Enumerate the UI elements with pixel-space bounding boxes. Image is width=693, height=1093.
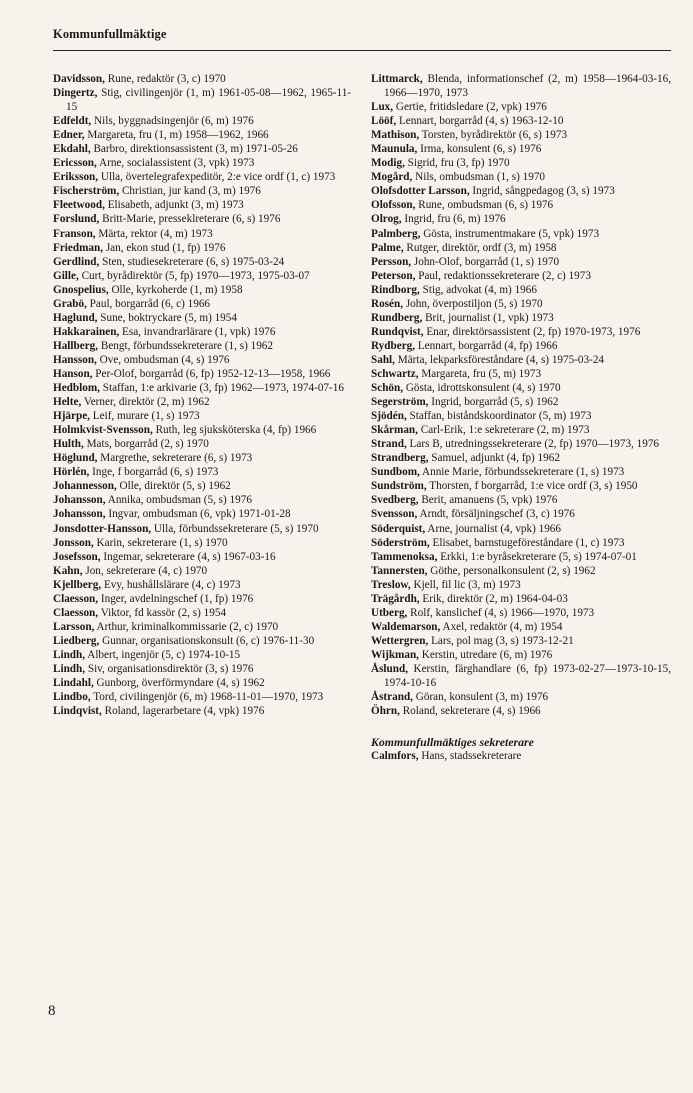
- entry-details: Stig, advokat (4, m) 1966: [422, 283, 537, 296]
- entry-details: Roland, sekreterare (4, s) 1966: [402, 705, 541, 718]
- entry-details: Inger, avdelningschef (1, fp) 1976: [100, 592, 254, 605]
- list-item: [371, 648, 671, 662]
- entry-details: Ingrid, sångpedagog (3, s) 1973: [472, 185, 615, 198]
- entry-name: Hanson,: [53, 367, 93, 380]
- entry-name: Svensson,: [371, 508, 418, 521]
- entry-details: Albert, ingenjör (5, c) 1974-10-15: [87, 648, 241, 661]
- entry-details: Jon, sekreterare (4, c) 1970: [85, 564, 208, 577]
- list-item: [371, 662, 671, 690]
- entry-details: Gösta, idrottskonsulent (4, s) 1970: [405, 382, 561, 395]
- entry-details: Paul, borgarråd (6, c) 1966: [89, 297, 211, 310]
- list-item: [371, 156, 671, 170]
- entry-details: Viktor, fd kassör (2, s) 1954: [100, 606, 227, 619]
- entry-details: Paul, redaktionssekreterare (2, c) 1973: [418, 269, 591, 282]
- entry-name: Treslow,: [371, 578, 411, 591]
- entry-details: Berit, amanuens (5, vpk) 1976: [421, 494, 558, 507]
- entry-name: Lindh,: [53, 648, 86, 661]
- entry-name: Åslund,: [371, 662, 409, 675]
- entry-details: Olle, kyrkoherde (1, m) 1958: [111, 283, 243, 296]
- entry-name: Palme,: [371, 241, 404, 254]
- entry-name: Littmarck,: [371, 73, 423, 85]
- list-item: [53, 198, 351, 212]
- entry-details: Sigrid, fru (3, fp) 1970: [407, 157, 510, 170]
- entry-name: Waldemarson,: [371, 620, 441, 633]
- list-item: [371, 353, 671, 367]
- list-item: [371, 381, 671, 395]
- entry-name: Hörlén,: [53, 466, 90, 479]
- list-item: [53, 381, 351, 395]
- entry-details: Torsten, byrådirektör (6, s) 1973: [421, 129, 568, 142]
- entry-name: Mathison,: [371, 129, 420, 142]
- entry-details: Annika, ombudsman (5, s) 1976: [107, 494, 252, 507]
- entry-details: Märta, lekparksföreståndare (4, s) 1975-03-24: [397, 353, 605, 366]
- entry-name: Hakkarainen,: [53, 325, 120, 338]
- entry-details: Rutger, direktör, ordf (3, m) 1958: [406, 241, 557, 254]
- right-column-entries: [371, 72, 671, 718]
- entry-details: Staffan, 1:e arkivarie (3, fp) 1962—1973, 1974-07-16: [102, 382, 344, 395]
- entry-details: Nils, ombudsman (1, s) 1970: [415, 171, 546, 184]
- entry-details: Rolf, kanslichef (4, s) 1966—1970, 1973: [410, 606, 595, 619]
- entry-name: Olofsdotter Larsson,: [371, 185, 470, 198]
- entry-details: Ulla, övertelegrafexpeditör, 2:e vice ordf (1, c) 1973: [100, 171, 336, 184]
- entry-name: Strand,: [371, 438, 407, 451]
- entry-name: Rundberg,: [371, 311, 423, 324]
- entry-details: Verner, direktör (2, m) 1962: [83, 396, 210, 409]
- list-item: [53, 648, 351, 662]
- entry-details: Kerstin, färghandlare (6, fp) 1973-02-27—1973-10-15, 1974-10-16: [384, 662, 671, 690]
- list-item: [371, 367, 671, 381]
- entry-details: Sten, studiesekreterare (6, s) 1975-03-24: [102, 255, 285, 268]
- entry-name: Liedberg,: [53, 634, 100, 647]
- list-item: [53, 536, 351, 550]
- list-item: [371, 255, 671, 269]
- entry-name: Maunula,: [371, 143, 418, 156]
- entry-name: Ekdahl,: [53, 143, 91, 156]
- entry-name: Ericsson,: [53, 157, 97, 170]
- list-item: [371, 704, 671, 718]
- entry-details: Kerstin, utredare (6, m) 1976: [421, 648, 553, 661]
- list-item: [53, 690, 351, 704]
- entry-details: Arne, socialassistent (3, vpk) 1973: [99, 157, 255, 170]
- entry-name: Schön,: [371, 382, 404, 395]
- list-item: [371, 184, 671, 198]
- entry-name: Rosén,: [371, 297, 404, 310]
- secretaries-section-title: Kommunfullmäktiges sekreterare: [371, 735, 534, 750]
- entry-name: Holmkvist-Svensson,: [53, 424, 153, 437]
- list-item: [53, 578, 351, 592]
- entry-details: Lars, pol mag (3, s) 1973-12-21: [431, 634, 574, 647]
- list-item: [53, 620, 351, 634]
- list-item: [53, 662, 351, 676]
- list-item: [53, 409, 351, 423]
- list-item: [371, 100, 671, 114]
- entry-details: Olle, direktör (5, s) 1962: [119, 480, 231, 493]
- entry-details: Stig, civilingenjör (1, m) 1961-05-08—1962, 1965-11-15: [66, 87, 352, 114]
- entry-details: Lennart, borgarråd (4, fp) 1966: [417, 339, 558, 352]
- list-item: [371, 311, 671, 325]
- list-item: [53, 212, 351, 226]
- entry-name: Dingertz,: [53, 87, 98, 100]
- list-item: [371, 409, 671, 423]
- entry-details: Gunborg, överförmyndare (4, s) 1962: [96, 677, 265, 690]
- list-item: [371, 297, 671, 311]
- entry-name: Wettergren,: [371, 634, 429, 647]
- entry-name: Hedblom,: [53, 382, 100, 395]
- entry-name: Franson,: [53, 227, 96, 240]
- entry-details: Enar, direktörsassistent (2, fp) 1970-1973, 1976: [426, 325, 641, 338]
- list-item: [371, 749, 671, 763]
- entry-details: Leif, murare (1, s) 1973: [92, 410, 200, 423]
- entry-details: Ingrid, fru (6, m) 1976: [404, 213, 506, 226]
- entry-details: Per-Olof, borgarråd (6, fp) 1952-12-13—1958, 1966: [95, 367, 331, 380]
- list-item: [371, 395, 671, 409]
- entry-name: Hansson,: [53, 353, 97, 366]
- list-item: [53, 634, 351, 648]
- list-item: [371, 114, 671, 128]
- list-item: [53, 72, 351, 86]
- list-item: [53, 550, 351, 564]
- list-item: [53, 423, 351, 437]
- header-rule: [53, 50, 671, 51]
- entry-name: Sahl,: [371, 353, 395, 366]
- entry-details: Jan, ekon stud (1, fp) 1976: [105, 241, 226, 254]
- entry-details: Brit, journalist (1, vpk) 1973: [425, 311, 554, 324]
- entry-name: Gille,: [53, 269, 79, 282]
- entry-details: Mats, borgarråd (2, s) 1970: [86, 438, 209, 451]
- list-item: [53, 297, 351, 311]
- entry-name: Hallberg,: [53, 339, 99, 352]
- list-item: [371, 198, 671, 212]
- entry-name: Kahn,: [53, 564, 83, 577]
- entry-details: Ingrid, borgarråd (5, s) 1962: [431, 396, 559, 409]
- list-item: [53, 367, 351, 381]
- entry-details: Hans, stadssekreterare: [421, 750, 522, 763]
- entry-details: Staffan, biståndskoordinator (5, m) 1973: [409, 410, 592, 423]
- entry-name: Tannersten,: [371, 564, 428, 577]
- entry-details: Nils, byggnadsingenjör (6, m) 1976: [94, 115, 254, 128]
- list-item: [53, 156, 351, 170]
- list-item: [53, 465, 351, 479]
- entry-name: Modig,: [371, 157, 405, 170]
- entry-name: Rydberg,: [371, 339, 416, 352]
- list-item: [371, 423, 671, 437]
- entry-details: Esa, invandrarlärare (1, vpk) 1976: [122, 325, 276, 338]
- list-item: [371, 241, 671, 255]
- secretaries-entries: [371, 749, 671, 763]
- entry-details: Tord, civilingenjör (6, m) 1968-11-01—1970, 1973: [93, 691, 324, 704]
- entry-name: Åstrand,: [371, 691, 413, 704]
- entry-name: Friedman,: [53, 241, 104, 254]
- entry-name: Sundbom,: [371, 466, 420, 479]
- list-item: [53, 507, 351, 521]
- entry-name: Mogård,: [371, 171, 413, 184]
- list-item: [371, 606, 671, 620]
- list-item: [371, 493, 671, 507]
- left-column: [53, 72, 351, 718]
- list-item: [53, 437, 351, 451]
- list-item: [371, 592, 671, 606]
- entry-name: Lindbo,: [53, 691, 91, 704]
- list-item: [371, 128, 671, 142]
- entry-name: Lööf,: [371, 115, 397, 128]
- list-item: [53, 128, 351, 142]
- list-item: [53, 86, 351, 114]
- list-item: [53, 142, 351, 156]
- entry-details: Samuel, adjunkt (4, fp) 1962: [431, 452, 560, 465]
- list-item: [53, 479, 351, 493]
- entry-details: Margareta, fru (1, m) 1958—1962, 1966: [87, 129, 269, 142]
- entry-name: Davidsson,: [53, 73, 105, 85]
- list-item: [371, 522, 671, 536]
- entry-details: Göthe, personalkonsulent (2, s) 1962: [430, 564, 596, 577]
- entry-name: Johansson,: [53, 494, 106, 507]
- entry-details: John-Olof, borgarråd (1, s) 1970: [413, 255, 560, 268]
- list-item: [53, 704, 351, 718]
- entry-details: Curt, byrådirektör (5, fp) 1970—1973, 1975-03-07: [81, 269, 310, 282]
- entry-details: Arthur, kriminalkommissarie (2, c) 1970: [96, 620, 279, 633]
- running-header: Kommunfullmäktige: [53, 27, 167, 41]
- list-item: [371, 620, 671, 634]
- list-item: [53, 227, 351, 241]
- entry-details: Irma, konsulent (6, s) 1976: [420, 143, 542, 156]
- list-item: [371, 550, 671, 564]
- entry-details: Gunnar, organisationskonsult (6, c) 1976-11-30: [102, 634, 315, 647]
- list-item: [53, 592, 351, 606]
- entry-details: Roland, lagerarbetare (4, vpk) 1976: [104, 705, 265, 718]
- list-item: [371, 479, 671, 493]
- entry-details: Ulla, förbundssekreterare (5, s) 1970: [153, 522, 319, 535]
- entry-name: Skårman,: [371, 424, 418, 437]
- entry-name: Strandberg,: [371, 452, 429, 465]
- entry-name: Eriksson,: [53, 171, 99, 184]
- entry-details: Märta, rektor (4, m) 1973: [98, 227, 213, 240]
- entry-details: Barbro, direktionsassistent (3, m) 1971-05-26: [93, 143, 298, 156]
- list-item: [371, 634, 671, 648]
- list-item: [53, 339, 351, 353]
- list-item: [53, 564, 351, 578]
- list-item: [371, 690, 671, 704]
- list-item: [371, 465, 671, 479]
- list-item: [371, 72, 671, 100]
- list-item: [53, 325, 351, 339]
- list-item: [371, 451, 671, 465]
- entry-name: Fleetwood,: [53, 199, 105, 212]
- entry-name: Söderquist,: [371, 522, 426, 535]
- entry-details: Gösta, instrumentmakare (5, vpk) 1973: [423, 227, 600, 240]
- entry-details: Christian, jur kand (3, m) 1976: [121, 185, 261, 198]
- entry-name: Wijkman,: [371, 648, 419, 661]
- list-item: [371, 339, 671, 353]
- list-item: [53, 241, 351, 255]
- list-item: [53, 311, 351, 325]
- list-item: [53, 522, 351, 536]
- entry-name: Johansson,: [53, 508, 106, 521]
- list-item: [371, 283, 671, 297]
- entry-details: Arndt, försäljningschef (3, c) 1976: [419, 508, 575, 521]
- entry-details: Rune, ombudsman (6, s) 1976: [418, 199, 554, 212]
- list-item: [53, 114, 351, 128]
- entry-name: Höglund,: [53, 452, 98, 465]
- entry-name: Lindh,: [53, 662, 86, 675]
- entry-name: Calmfors,: [371, 750, 419, 763]
- list-item: [53, 353, 351, 367]
- list-item: [371, 507, 671, 521]
- entry-name: Söderström,: [371, 536, 430, 549]
- list-item: [53, 170, 351, 184]
- entry-name: Forslund,: [53, 213, 100, 226]
- entry-details: Kjell, fil lic (3, m) 1973: [413, 578, 521, 591]
- entry-details: Göran, konsulent (3, m) 1976: [415, 691, 549, 704]
- list-item: [53, 606, 351, 620]
- entry-name: Rundqvist,: [371, 325, 424, 338]
- entry-name: Lindqvist,: [53, 705, 102, 718]
- entry-details: Siv, organisationsdirektör (3, s) 1976: [87, 662, 254, 675]
- entry-details: Erik, direktör (2, m) 1964-04-03: [422, 592, 568, 605]
- entry-details: Karin, sekreterare (1, s) 1970: [96, 536, 228, 549]
- entry-name: Utberg,: [371, 606, 408, 619]
- list-item: [371, 578, 671, 592]
- entry-name: Palmberg,: [371, 227, 421, 240]
- list-item: [53, 283, 351, 297]
- right-column: [371, 72, 671, 763]
- list-item: [371, 170, 671, 184]
- page-number: 8: [48, 1003, 56, 1019]
- entry-details: Inge, f borgarråd (6, s) 1973: [92, 466, 219, 479]
- entry-name: Haglund,: [53, 311, 98, 324]
- list-item: [371, 227, 671, 241]
- entry-name: Helte,: [53, 396, 82, 409]
- entry-details: Ove, ombudsman (4, s) 1976: [99, 353, 230, 366]
- entry-name: Schwartz,: [371, 367, 419, 380]
- entry-name: Hulth,: [53, 438, 84, 451]
- entry-name: Persson,: [371, 255, 412, 268]
- entry-details: Carl-Erik, 1:e sekreterare (2, m) 1973: [420, 424, 590, 437]
- entry-name: Svedberg,: [371, 494, 419, 507]
- entry-name: Olrog,: [371, 213, 402, 226]
- list-item: [371, 212, 671, 226]
- entry-name: Claesson,: [53, 606, 99, 619]
- entry-name: Peterson,: [371, 269, 416, 282]
- entry-name: Edfeldt,: [53, 115, 92, 128]
- entry-name: Jonsdotter-Hansson,: [53, 522, 152, 535]
- entry-details: Evy, hushållslärare (4, c) 1973: [103, 578, 241, 591]
- list-item: [371, 269, 671, 283]
- entry-name: Sundström,: [371, 480, 427, 493]
- entry-details: Margrethe, sekreterare (6, s) 1973: [100, 452, 253, 465]
- entry-name: Hjärpe,: [53, 410, 90, 423]
- entry-details: Rune, redaktör (3, c) 1970: [107, 73, 226, 85]
- list-item: [371, 437, 671, 451]
- entry-name: Claesson,: [53, 592, 99, 605]
- entry-name: Fischerström,: [53, 185, 120, 198]
- entry-name: Gnospelius,: [53, 283, 109, 296]
- entry-details: Elisabet, barnstugeföreståndare (1, c) 1973: [432, 536, 625, 549]
- entry-name: Lux,: [371, 101, 394, 114]
- entry-name: Rindborg,: [371, 283, 420, 296]
- entry-name: Kjellberg,: [53, 578, 102, 591]
- entry-name: Sjödén,: [371, 410, 407, 423]
- entry-details: Thorsten, f borgarråd, 1:e vice ordf (3, s) 1950: [429, 480, 638, 493]
- list-item: [53, 269, 351, 283]
- entry-details: Elisabeth, adjunkt (3, m) 1973: [107, 199, 244, 212]
- entry-details: Arne, journalist (4, vpk) 1966: [427, 522, 561, 535]
- list-item: [371, 564, 671, 578]
- entry-name: Lindahl,: [53, 677, 94, 690]
- entry-details: Ingemar, sekreterare (4, s) 1967-03-16: [103, 550, 276, 563]
- entry-name: Grabö,: [53, 297, 87, 310]
- entry-name: Larsson,: [53, 620, 95, 633]
- entry-details: Bengt, förbundssekreterare (1, s) 1962: [100, 339, 273, 352]
- entry-name: Josefsson,: [53, 550, 101, 563]
- entry-name: Johannesson,: [53, 480, 117, 493]
- entry-name: Segerström,: [371, 396, 429, 409]
- entry-details: John, överpostiljon (5, s) 1970: [405, 297, 543, 310]
- entry-name: Jonsson,: [53, 536, 94, 549]
- entry-name: Tammenoksa,: [371, 550, 438, 563]
- list-item: [53, 395, 351, 409]
- entry-details: Ingvar, ombudsman (6, vpk) 1971-01-28: [108, 508, 291, 521]
- entry-name: Öhrn,: [371, 705, 400, 718]
- entry-details: Blenda, informationschef (2, m) 1958—1964-03-16, 1966—1970, 1973: [384, 73, 671, 100]
- list-item: [53, 676, 351, 690]
- list-item: [53, 451, 351, 465]
- entry-details: Sune, boktryckare (5, m) 1954: [100, 311, 237, 324]
- entry-details: Ruth, leg sjuksköterska (4, fp) 1966: [155, 424, 317, 437]
- entry-details: Gertie, fritidsledare (2, vpk) 1976: [395, 101, 547, 114]
- entry-name: Gerdlind,: [53, 255, 100, 268]
- entry-details: Annie Marie, förbundssekreterare (1, s) 1973: [422, 466, 625, 479]
- list-item: [53, 184, 351, 198]
- entry-details: Lennart, borgarråd (4, s) 1963-12-10: [398, 115, 564, 128]
- entry-name: Trägårdh,: [371, 592, 420, 605]
- list-item: [371, 325, 671, 339]
- entry-name: Edner,: [53, 129, 85, 142]
- entry-details: Margareta, fru (5, m) 1973: [421, 367, 542, 380]
- entry-details: Axel, redaktör (4, m) 1954: [442, 620, 563, 633]
- entry-name: Olofsson,: [371, 199, 416, 212]
- list-item: [53, 493, 351, 507]
- entry-details: Britt-Marie, presseklreterare (6, s) 1976: [102, 213, 281, 226]
- entry-details: Erkki, 1:e byråsekreterare (5, s) 1974-07-01: [440, 550, 637, 563]
- list-item: [53, 255, 351, 269]
- entry-details: Lars B, utredningssekreterare (2, fp) 1970—1973, 1976: [409, 438, 660, 451]
- list-item: [371, 536, 671, 550]
- list-item: [371, 142, 671, 156]
